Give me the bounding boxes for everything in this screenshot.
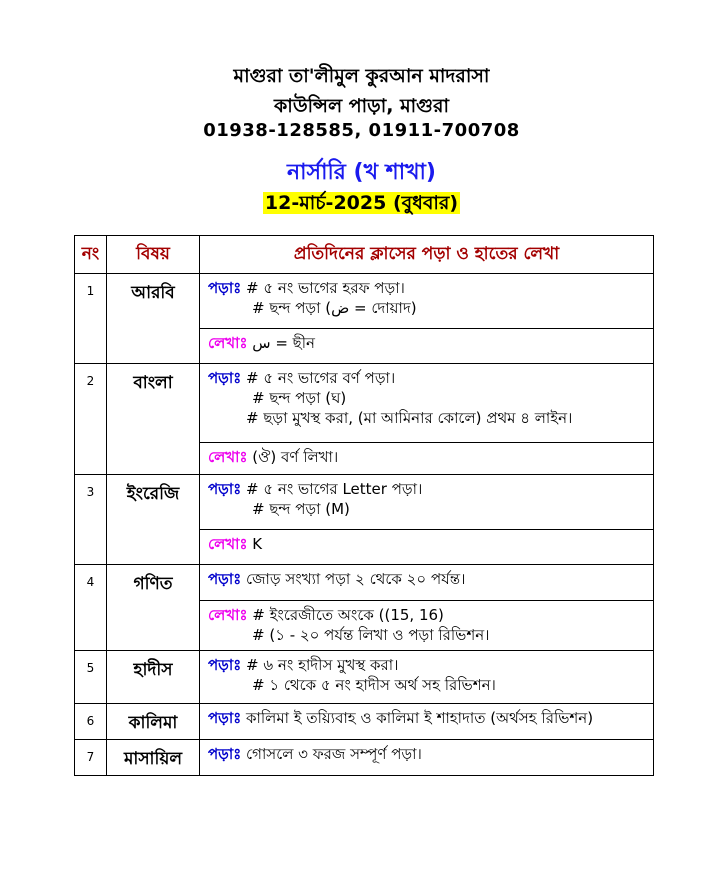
read-line: জোড় সংখ্যা পড়া ২ থেকে ২০ পর্যন্ত।	[246, 570, 466, 588]
read-line: # ছন্দ পড়া (M)	[252, 500, 350, 518]
subject: কালিমা	[107, 704, 200, 740]
header-subject: বিষয়	[107, 236, 200, 274]
table-row	[75, 274, 654, 329]
row-number: 6	[75, 704, 107, 740]
subject: বাংলা	[107, 364, 200, 475]
table-row	[75, 565, 654, 601]
writing-cell	[200, 443, 654, 475]
date-line	[0, 189, 723, 221]
read-label: পড়াঃ	[208, 656, 242, 674]
write-label: লেখাঃ	[208, 535, 248, 553]
table-row	[75, 475, 654, 530]
header-no: নং	[75, 236, 107, 274]
read-label: পড়াঃ	[208, 570, 242, 588]
subject: আরবি	[107, 274, 200, 364]
read-label: পড়াঃ	[208, 480, 242, 498]
row-number: 1	[75, 274, 107, 364]
row-number: 7	[75, 740, 107, 776]
institution-name: মাগুরা তা'লীমুল কুরআন মাদরাসা	[233, 65, 490, 87]
subject: হাদীস	[107, 651, 200, 704]
row-number: 2	[75, 364, 107, 475]
writing-cell	[200, 530, 654, 565]
read-line: # ৫ নং ভাগের হরফ পড়া।	[246, 279, 405, 297]
read-line: # ছড়া মুখস্থ করা, (মা আমিনার কোলে) প্রথম ৪ লাইন।	[246, 409, 573, 427]
table-row	[75, 740, 654, 776]
reading-cell	[200, 274, 654, 329]
read-line: # ছন্দ পড়া (ঘ)	[252, 389, 347, 407]
write-line: (ঔ) বর্ণ লিখা।	[252, 448, 339, 466]
reading-cell	[200, 475, 654, 530]
row-number: 5	[75, 651, 107, 704]
reading-cell	[200, 565, 654, 601]
table-row	[75, 651, 654, 704]
reading-cell	[200, 651, 654, 704]
read-label: পড়াঃ	[208, 745, 242, 763]
subject: গণিত	[107, 565, 200, 651]
phone-numbers: 01938-128585, 01911-700708	[203, 120, 520, 141]
lesson-table	[74, 235, 654, 776]
read-label: পড়াঃ	[208, 709, 242, 727]
table-header-row	[75, 236, 654, 274]
write-line: # (১ - ২০ পর্যন্ত লিখা ও পড়া রিভিশন।	[252, 626, 490, 644]
read-line: # ৫ নং ভাগের Letter পড়া।	[246, 480, 423, 498]
write-label: লেখাঃ	[208, 448, 248, 466]
write-line: # ইংরেজীতে অংকে ((15, 16)	[252, 606, 444, 624]
header-lesson: প্রতিদিনের ক্লাসের পড়া ও হাতের লেখা	[200, 236, 654, 274]
read-label: পড়াঃ	[208, 279, 242, 297]
reading-cell	[200, 740, 654, 776]
write-line: س = ছীন	[252, 334, 316, 352]
read-line: # ১ থেকে ৫ নং হাদীস অর্থ সহ রিভিশন।	[252, 676, 496, 694]
read-line: # ছন্দ পড়া (ض = দোয়াদ)	[252, 299, 417, 317]
table-row	[75, 704, 654, 740]
writing-cell	[200, 329, 654, 364]
read-line: গোসলে ৩ ফরজ সম্পূর্ণ পড়া।	[246, 745, 422, 763]
date-text: 12-মার্চ-2025 (বুধবার)	[264, 192, 459, 214]
read-line: # ৫ নং ভাগের বর্ণ পড়া।	[246, 369, 396, 387]
read-label: পড়াঃ	[208, 369, 242, 387]
reading-cell	[200, 364, 654, 443]
table-row	[75, 364, 654, 443]
write-label: লেখাঃ	[208, 334, 248, 352]
class-title: নার্সারি (খ শাখা)	[287, 160, 436, 185]
row-number: 4	[75, 565, 107, 651]
subject: ইংরেজি	[107, 475, 200, 565]
subject: মাসায়িল	[107, 740, 200, 776]
writing-cell	[200, 601, 654, 651]
reading-cell	[200, 704, 654, 740]
write-line: K	[252, 535, 263, 553]
read-line: # ৬ নং হাদীস মুখস্থ করা।	[246, 656, 399, 674]
row-number: 3	[75, 475, 107, 565]
read-line: কালিমা ই তয়্যিবাহ ও কালিমা ই শাহাদাত (অর্থসহ রিভিশন)	[246, 709, 594, 727]
institution-address: কাউন্সিল পাড়া, মাগুরা	[274, 95, 449, 117]
write-label: লেখাঃ	[208, 606, 248, 624]
